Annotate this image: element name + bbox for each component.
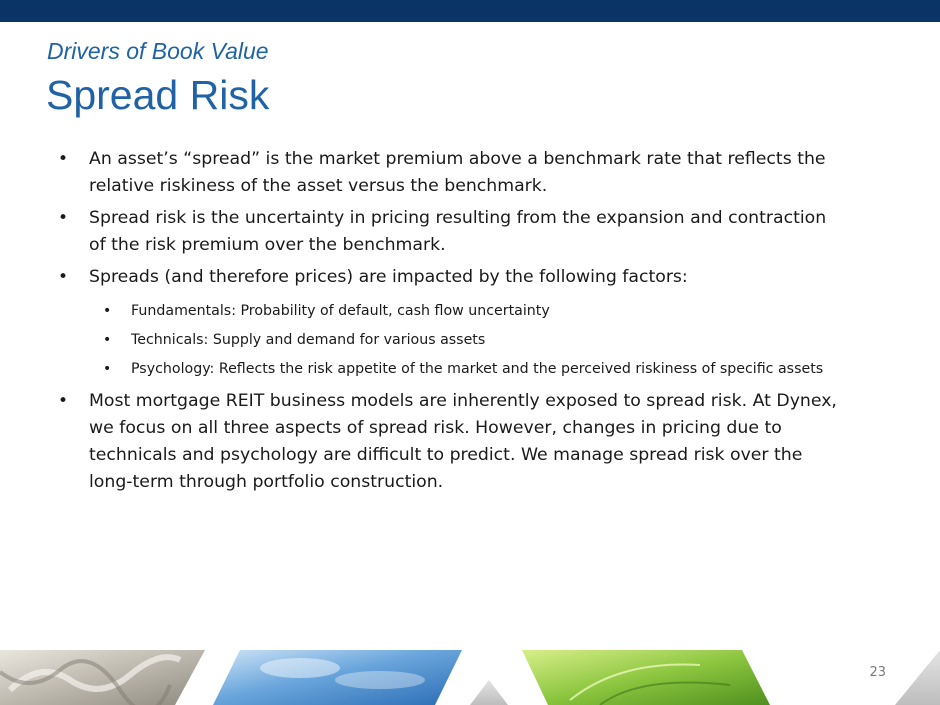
sub-bullet-marker: • [103, 361, 112, 377]
bullet-marker: • [58, 267, 69, 287]
bullet-marker: • [58, 208, 69, 228]
bullet-item [58, 388, 848, 496]
page-number: 23 [869, 665, 886, 680]
grey-triangle-shape [470, 680, 508, 705]
top-banner-bar [0, 0, 940, 22]
slide-body [58, 146, 848, 501]
leaf-image-panel [522, 650, 770, 705]
bullet-item [58, 264, 848, 291]
sub-bullet-item [58, 329, 848, 351]
bullet-text: An asset’s “spread” is the market premium above a benchmark rate that reflects the relative riskiness of the asset versus the benchmark. [89, 149, 826, 196]
slide-subtitle: Drivers of Book Value [47, 38, 269, 64]
sub-bullet-text: Psychology: Reflects the risk appetite of the market and the perceived riskiness of specific assets [131, 361, 824, 377]
sub-bullet-item [58, 300, 848, 322]
slide-title: Spread Risk [46, 72, 270, 118]
grey-corner-shape [895, 650, 940, 705]
bullet-text: Spreads (and therefore prices) are impacted by the following factors: [89, 267, 688, 287]
sub-bullet-marker: • [103, 303, 112, 319]
sub-bullet-item [58, 358, 848, 380]
footer-image-strip [0, 650, 940, 705]
bullet-text: Most mortgage REIT business models are inherently exposed to spread risk. At Dynex, we focus on all three aspects of spread risk. However, changes in pricing due to technicals and psychology are difficult to predict. We manage spread risk over the long-term through portfolio construction. [89, 391, 837, 492]
bullet-item [58, 146, 848, 200]
sub-bullet-text: Fundamentals: Probability of default, cash flow uncertainty [131, 303, 550, 319]
bullet-marker: • [58, 149, 69, 169]
bullet-marker: • [58, 391, 69, 411]
bullet-item [58, 205, 848, 259]
sub-bullet-marker: • [103, 332, 112, 348]
sub-bullet-text: Technicals: Supply and demand for various assets [131, 332, 486, 348]
bullet-text: Spread risk is the uncertainty in pricing resulting from the expansion and contraction of the risk premium over the benchmark. [89, 208, 827, 255]
